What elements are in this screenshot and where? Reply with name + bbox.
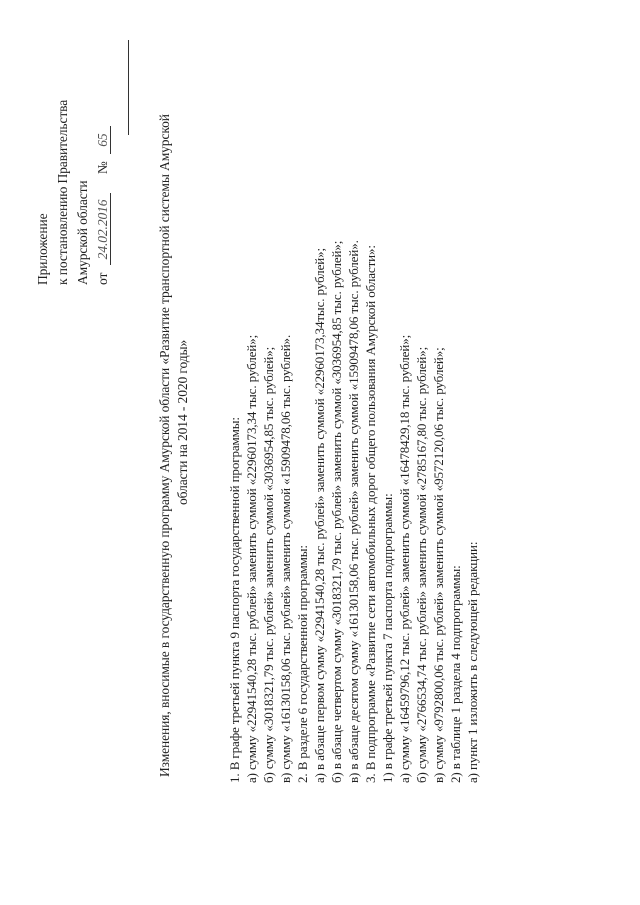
body-line: 1. В графе третьей пункта 9 паспорта государственной программы: <box>227 417 242 783</box>
body-line: в) сумму «16130158,06 тыс. рублей» заменить суммой «15909478,06 тыс. рублей». <box>278 334 293 783</box>
body-line: б) сумму «3018321,79 тыс. рублей» заменить суммой «3036954,85 тыс. рублей»; <box>261 346 276 783</box>
body-line: 1) в графе третьей пункта 7 паспорта подпрограммы: <box>380 493 395 783</box>
body-line: 2. В разделе 6 государственной программы: <box>295 545 310 783</box>
body-line: а) пункт 1 изложить в следующей редакции: <box>465 541 480 783</box>
body-line: б) в абзаце четвертом сумму «3018321,79 тыс. рублей» заменить суммой «3036954,85 тыс. рублей»; <box>329 240 344 783</box>
resolution-number: 65 <box>96 126 111 154</box>
body-line: 2) в таблице 1 раздела 4 подпрограммы: <box>448 565 463 783</box>
title-line-2: области на 2014 - 2020 годы» <box>175 339 190 505</box>
appendix-line-2: к постановлению Правительства <box>55 99 70 285</box>
body-line: в) сумму «9792800,06 тыс. рублей» заменить суммой «9572120,06 тыс. рублей»; <box>431 347 446 783</box>
number-sign: № <box>95 161 110 175</box>
body-line: а) сумму «22941540,28 тыс. рублей» заменить суммой «22960173,34 тыс. рублей»; <box>244 334 259 783</box>
from-prefix: от <box>95 272 110 285</box>
appendix-underline <box>128 40 129 135</box>
body-line: б) сумму «2766534,74 тыс. рублей» заменить суммой «2785167,80 тыс. рублей»; <box>414 346 429 783</box>
appendix-date-line <box>96 126 111 285</box>
body-line: а) сумму «16459796,12 тыс. рублей» заменить суммой «16478429,18 тыс. рублей»; <box>397 334 412 783</box>
body-line: в) в абзаце десятом сумму «16130158,06 тыс. рублей» заменить суммой «15909478,06 тыс. рублей». <box>346 240 361 783</box>
appendix-heading: Приложение <box>35 213 50 285</box>
appendix-line-3: Амурской области <box>75 180 90 285</box>
resolution-date: 24.02.2016 <box>96 193 111 265</box>
body-line: а) в абзаце первом сумму «22941540,28 тыс. рублей» заменить суммой «22960173,34тыс. рублей»; <box>312 247 327 783</box>
title-line-1: Изменения, вносимые в государственную программу Амурской области «Развитие транспортной системы Амурской <box>157 114 172 777</box>
body-line: 3. В подпрограмме «Развитие сети автомобильных дорог общего пользования Амурской области»: <box>363 245 378 783</box>
